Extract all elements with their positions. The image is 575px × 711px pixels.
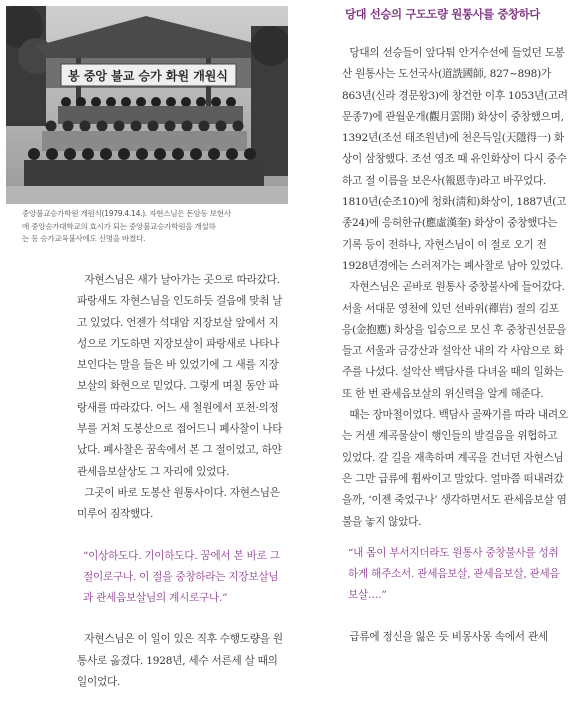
paragraph: 자현스님은 곧바로 원통사 중창불사에 들어갔다. 서울 서대문 영천에 있던 선바위(禪岩) 절의 김포응(金抱應) 화상을 입승으로 모신 후 중창권선문을 들고 서울과 금강산과 설악산 내의 각 사암으로 화주를 나섰다. 설악산 백담사를 다녀올 때의 일화는 또 한 번 관세음보살의 위신력을 알게 해준다. xyxy=(342,281,567,400)
caption-line: 에 중앙승가대학교의 효시가 되는 중앙불교승가학원을 개설하 xyxy=(22,221,216,231)
right-column xyxy=(342,43,568,648)
quote: “내 몸이 부서지더라도 원통사 중창불사를 성취하게 해주소서. 관세음보살, 관세음보살, 관세음보살….” xyxy=(348,546,560,602)
paragraph: 때는 장마철이었다. 백담사 골짜기를 따라 내려오는 거센 계곡물살이 행인들의 발걸음을 위협하고 있었다. 갈 길을 재촉하며 계곡을 건너던 자현스님은 그만 급류에 휩싸이고 말았다. 얼마쯤 떠내려갔을까, ‘이젠 죽었구나’ 생각하면서도 관세음보살 염불을 놓지 않았다. xyxy=(342,409,568,528)
quote: “이상하도다. 기이하도다. 꿈에서 본 바로 그 절이로구나. 이 절을 중창하라는 지장보살님과 관세음보살님의 계시로구나.” xyxy=(83,549,280,605)
group-photo xyxy=(6,6,288,204)
paragraph: 급류에 정신을 잃은 듯 비몽사몽 속에서 관세 xyxy=(349,630,548,643)
caption-line: 는 등 승가교육불사에도 신명을 바쳤다. xyxy=(22,234,146,243)
paragraph: 자현스님은 새가 날아가는 곳으로 따라갔다. 파랑새도 자현스님을 인도하듯 걸음에 맞춰 날고 있었다. 언젠가 석대암 지장보살 앞에서 지성으로 기도하면 지장보살이 파랑새로 나타나 보인다는 말을 들은 바 있었기에 그 새를 지장보살의 화현으로 믿었다. 그렇게 며칠 동안 파랑새를 따라갔다. 어느 새 철원에서 포천·의정부를 거쳐 도봉산으로 접어드니 폐사찰이 나타났다. 폐사찰은 꿈속에서 본 그 절이었고, 하얀 관세음보살상도 그 자리에 있었다. xyxy=(77,274,283,478)
paragraph: 당대의 선승들이 앞다퉈 안거수선에 들었던 도봉산 원통사는 도선국사(道詵國師, 827~898)가 863년(신라 경문왕3)에 창건한 이후 1053년(고려 문종7)에 관월운개(觀月雲開) 화상이 중창했으며, 1392년(조선 태조원년)에 천은득일(天隱得一) 화상이 삼창했다. 조선 영조 때 유인화상이 다시 중수하고 절 이름을 보은사(報恩寺)라고 바꾸었다. 1810년(순조10)에 청화(淸和)화상이, 1887년(고종24)에 응허한규(應虛漢奎) 화상이 중창했다는 기록 등이 전하나, 자현스님이 이 절로 오기 전 1928년경에는 스러져가는 폐사찰로 남아 있었다. xyxy=(342,47,568,272)
group-photo-illustration xyxy=(6,6,288,204)
photo-caption xyxy=(22,208,280,246)
left-column xyxy=(77,270,284,693)
caption-line: 중앙불교승가학원 개원식(1979.4.14.). 자현스님은 돈암동 보현사 xyxy=(22,209,231,218)
section-heading: 당대 선승의 구도도량 원통사를 중창하다 xyxy=(345,8,540,21)
banner-text: 봉 중앙 불교 승가 화원 개원식 xyxy=(68,69,228,83)
paragraph: 자현스님은 이 일이 있은 직후 수행도량을 원통사로 옮겼다. 1928년, 세수 서른세 살 때의 일이었다. xyxy=(77,633,283,689)
paragraph: 그곳이 바로 도봉산 원통사이다. 자현스님은 미루어 짐작했다. xyxy=(77,486,280,521)
